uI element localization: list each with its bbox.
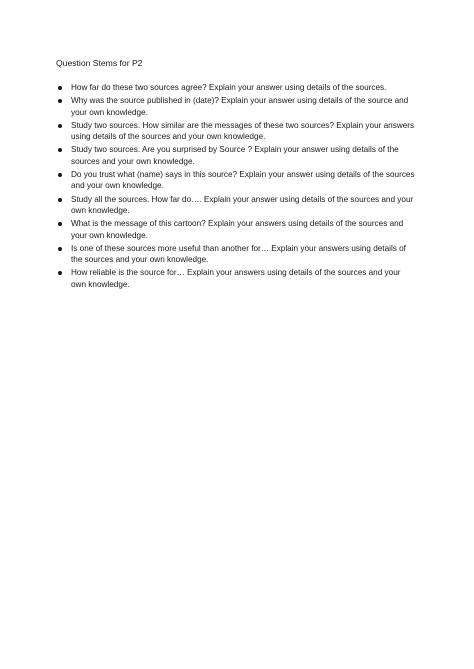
question-stem-item: [56, 95, 416, 118]
bullet-icon: [58, 247, 62, 251]
bullet-icon: [58, 173, 62, 177]
question-stem-item: [56, 194, 416, 217]
bullet-icon: [58, 86, 62, 90]
bullet-icon: [58, 99, 62, 103]
document-title: Question Stems for P2: [56, 58, 143, 68]
question-stem-list: [56, 82, 416, 290]
question-stem-text: What is the message of this cartoon? Explain your answers using details of the sources and your own knowledge.: [71, 219, 404, 240]
question-stem-text: How reliable is the source for… Explain your answers using details of the sources and your own knowledge.: [71, 268, 401, 289]
question-stem-item: [56, 82, 416, 93]
question-stem-item: [56, 144, 416, 167]
question-stem-text: Study all the sources. How far do…. Explain your answer using details of the sources and your own knowledge.: [71, 194, 414, 216]
question-stem-item: [56, 120, 416, 143]
question-stem-item: [56, 218, 416, 241]
question-stem-text: How far do these two sources agree? Explain your answer using details of the sources.: [71, 83, 387, 92]
question-stem-text: Study two sources. How similar are the messages of these two sources? Explain your answers using details of the sources and your own knowledge.: [71, 120, 415, 142]
question-stem-item: [56, 243, 416, 266]
question-stem-text: Do you trust what (name) says in this source? Explain your answer using details of the sources and your own knowledge.: [71, 170, 415, 191]
question-stem-text: Study two sources. Are you surprised by Source ? Explain your answer using details of the sources and your own knowledge.: [71, 145, 399, 166]
bullet-icon: [58, 271, 62, 275]
question-stem-text: Is one of these sources more useful than another for… Explain your answers using details of the sources and your own knowledge.: [71, 243, 406, 265]
question-stem-text: Why was the source published in (date)? Explain your answer using details of the source and your own knowledge.: [71, 96, 409, 117]
bullet-icon: [58, 198, 62, 202]
bullet-icon: [58, 148, 62, 152]
question-stem-item: [56, 169, 416, 192]
document-body: [56, 57, 416, 292]
question-stem-item: [56, 267, 416, 290]
bullet-icon: [58, 222, 62, 226]
bullet-icon: [58, 124, 62, 128]
